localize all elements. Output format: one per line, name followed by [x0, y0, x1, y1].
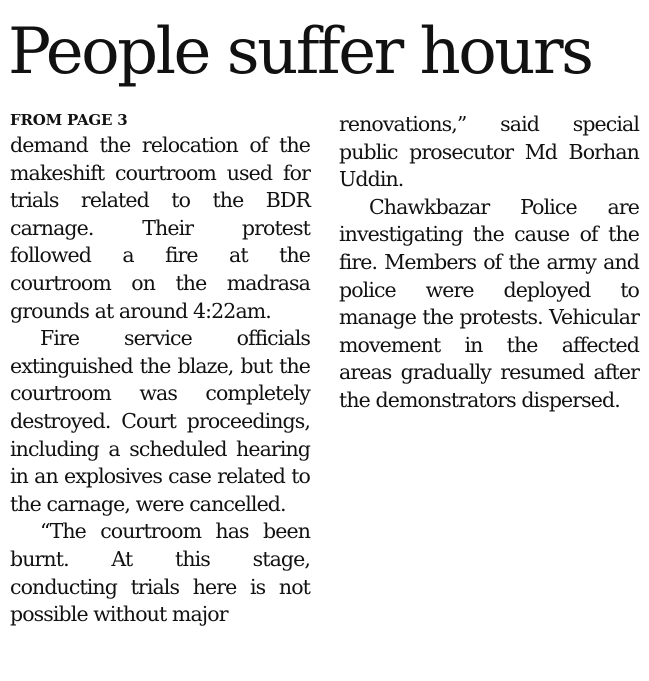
right-paragraph-2: Chawkbazar Police are investigating the cause of the fire. Members of the army and police were deployed to manage the protests. Vehicular movement in the affected areas gradually resumed after the demonstrators dispersed. [339, 194, 639, 412]
left-paragraph-3: “The courtroom has been burnt. At this stage, conducting trials here is not possible without major [10, 519, 310, 627]
left-paragraph-2: Fire service officials extinguished the blaze, but the courtroom was completely destroyed. Court proceedings, including a scheduled hearing in an explosives case related to the carnage, were cancelled. [10, 326, 310, 516]
right-paragraph-1: renovations,” said special public prosecutor Md Borhan Uddin. [339, 112, 639, 192]
left-paragraph-1: demand the relocation of the makeshift courtroom used for trials related to the BDR carnage. Their protest followed a fire at the courtroom on the madrasa grounds at around 4:22am. [10, 133, 310, 323]
headline: People suffer hours [8, 15, 592, 89]
continuation-kicker: FROM PAGE 3 [10, 111, 128, 129]
left-column [10, 108, 310, 629]
right-column [339, 111, 639, 415]
